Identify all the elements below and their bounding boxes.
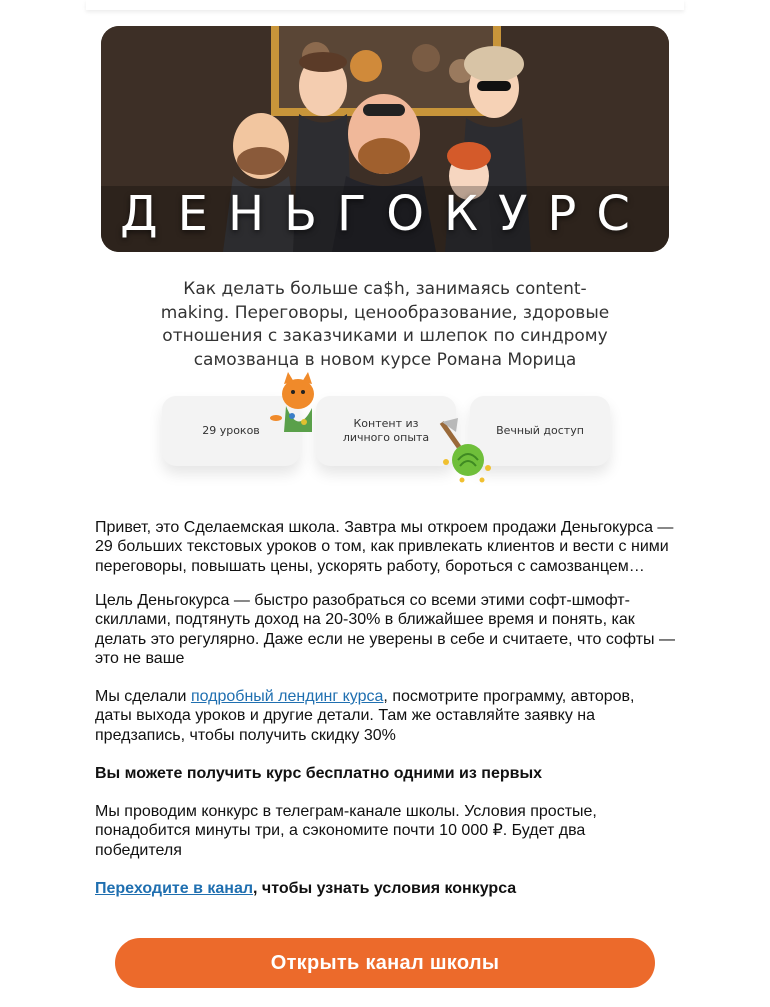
feature-label: 29 уроков bbox=[202, 424, 260, 437]
channel-paragraph bbox=[95, 879, 680, 898]
contest-paragraph bbox=[95, 802, 655, 860]
hero-title: ДЕНЬГОКУРС bbox=[120, 186, 650, 242]
landing-paragraph bbox=[95, 687, 655, 745]
goal-paragraph bbox=[95, 591, 680, 668]
feature-label: Вечный доступ bbox=[496, 424, 584, 437]
course-subtitle: Как делать больше ca$h, занимаясь content-making. Переговоры, ценообразование, здоровые отношения с заказчиками и шлепок по синдрому самозванца в новом курсе Романа Морица bbox=[160, 279, 610, 370]
feature-label: Контент из личного опыта bbox=[342, 417, 430, 444]
free-course-heading-text: Вы можете получить курс бесплатно одними из первых bbox=[95, 765, 543, 782]
goal-text: Цель Деньгокурса — быстро разобраться со всеми этими софт-шмофт-скиллами, подтянуть доход на 20-30% в ближайшее время и понять, как делать это регулярно. Даже если не уверены в себе и считаете, что софты — это не ваше bbox=[95, 592, 675, 667]
axe-cabbage-sticker-icon bbox=[438, 418, 498, 484]
landing-link[interactable]: подробный лендинг курса bbox=[190, 688, 384, 705]
free-course-heading bbox=[95, 764, 680, 783]
contest-text: Мы проводим конкурс в телеграм-канале школы. Условия простые, понадобится минуты три, а сэкономите почти 10 000 ₽. Будет два победителя bbox=[95, 803, 597, 859]
channel-link[interactable]: Переходите в канал bbox=[95, 880, 254, 897]
intro-text: Привет, это Сделаемская школа. Завтра мы откроем продажи Деньгокурса — 29 больших текстовых уроков о том, как привлекать клиентов и вести с ними переговоры, повышать цены, ускорять работу, бороться с самозванцем… bbox=[95, 519, 674, 575]
hero-banner bbox=[101, 26, 669, 252]
open-channel-button[interactable]: Открыть канал школы bbox=[115, 938, 655, 988]
feature-card-content bbox=[316, 396, 456, 466]
channel-text-after: , чтобы узнать условия конкурса bbox=[253, 880, 517, 897]
top-bar bbox=[86, 0, 684, 10]
cat-sticker-icon bbox=[268, 372, 320, 440]
landing-text-before: Мы сделали bbox=[95, 688, 191, 705]
landing-text-after: , посмотрите программу, авторов, даты выхода уроков и другие детали. Там же оставляйте заявку на предзапись, чтобы получить скидку 30% bbox=[95, 688, 635, 744]
landing-text-line bbox=[95, 687, 655, 745]
intro-paragraph bbox=[95, 518, 680, 576]
channel-text-line bbox=[95, 879, 680, 898]
